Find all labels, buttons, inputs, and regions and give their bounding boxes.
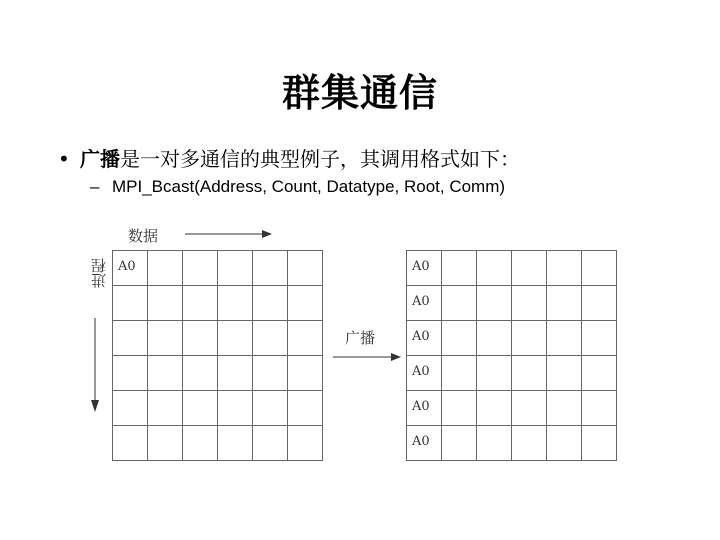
cell-value bbox=[582, 391, 616, 399]
grid-before-broadcast bbox=[112, 250, 323, 461]
cell-value bbox=[183, 356, 217, 364]
grid-cell bbox=[547, 356, 582, 391]
data-direction-arrow bbox=[185, 230, 272, 238]
cell-value bbox=[512, 321, 546, 329]
grid-cell bbox=[148, 251, 183, 286]
grid-cell bbox=[218, 426, 253, 461]
cell-value bbox=[288, 286, 322, 294]
grid-cell bbox=[113, 321, 148, 356]
cell-value bbox=[442, 426, 476, 434]
grid-row bbox=[407, 356, 617, 391]
cell-value bbox=[183, 251, 217, 259]
grid-cell bbox=[288, 286, 323, 321]
grid-cell bbox=[512, 391, 547, 426]
cell-value bbox=[218, 391, 252, 399]
grid-cell bbox=[547, 321, 582, 356]
cell-value bbox=[148, 426, 182, 434]
cell-value bbox=[477, 426, 511, 434]
grid-row bbox=[113, 391, 323, 426]
grid-cell bbox=[477, 251, 512, 286]
cell-value bbox=[148, 286, 182, 294]
slide-title: 群集通信 bbox=[281, 70, 438, 115]
grid-cell bbox=[218, 286, 253, 321]
grid-cell bbox=[253, 251, 288, 286]
cell-value bbox=[512, 286, 546, 294]
cell-value bbox=[582, 251, 616, 259]
grid-cell bbox=[442, 391, 477, 426]
grid-cell bbox=[477, 321, 512, 356]
cell-value bbox=[477, 356, 511, 364]
grid-cell bbox=[113, 286, 148, 321]
grid-cell bbox=[218, 321, 253, 356]
cell-value bbox=[477, 321, 511, 329]
grid-cell bbox=[148, 426, 183, 461]
cell-value bbox=[218, 286, 252, 294]
cell-value: A0 bbox=[412, 364, 430, 379]
grid-cell bbox=[288, 321, 323, 356]
cell-value bbox=[148, 251, 182, 259]
cell-value bbox=[218, 426, 252, 434]
cell-value bbox=[547, 356, 581, 364]
cell-value bbox=[113, 391, 147, 399]
cell-value bbox=[288, 321, 322, 329]
grid-cell bbox=[183, 286, 218, 321]
bcast-signature: MPI_Bcast(Address, Count, Datatype, Root, Comm) bbox=[112, 177, 506, 196]
grid-cell bbox=[582, 391, 617, 426]
cell-value bbox=[512, 251, 546, 259]
grid-cell bbox=[253, 391, 288, 426]
bullet-keyword: 广播 bbox=[80, 147, 120, 171]
cell-value bbox=[582, 286, 616, 294]
cell-value bbox=[148, 321, 182, 329]
grid-cell bbox=[253, 321, 288, 356]
cell-value bbox=[253, 426, 287, 434]
cell-value bbox=[288, 426, 322, 434]
grid-cell bbox=[477, 356, 512, 391]
grid-cell bbox=[547, 426, 582, 461]
cell-value bbox=[442, 356, 476, 364]
cell-value: A0 bbox=[412, 399, 430, 414]
grid-row bbox=[113, 286, 323, 321]
cell-value bbox=[477, 286, 511, 294]
grid-cell bbox=[512, 356, 547, 391]
grid-cell bbox=[582, 251, 617, 286]
cell-value: A0 bbox=[412, 434, 430, 449]
grid-cell bbox=[442, 251, 477, 286]
grid-cell bbox=[407, 251, 442, 286]
cell-value bbox=[288, 391, 322, 399]
grid-row bbox=[407, 426, 617, 461]
cell-value bbox=[253, 321, 287, 329]
grid-cell bbox=[582, 321, 617, 356]
cell-value bbox=[218, 321, 252, 329]
grid-cell bbox=[148, 286, 183, 321]
grid-cell bbox=[288, 426, 323, 461]
cell-value bbox=[547, 391, 581, 399]
cell-value bbox=[183, 391, 217, 399]
cell-value bbox=[218, 251, 252, 259]
grid-row bbox=[113, 426, 323, 461]
grid-cell bbox=[113, 426, 148, 461]
grid-cell bbox=[582, 286, 617, 321]
data-axis-label: 数据 bbox=[128, 227, 159, 245]
cell-value bbox=[582, 321, 616, 329]
cell-value bbox=[442, 321, 476, 329]
grid-cell bbox=[477, 391, 512, 426]
grid-cell bbox=[218, 391, 253, 426]
bullet-marker: • bbox=[58, 147, 70, 171]
grid-cell bbox=[148, 321, 183, 356]
grid-cell bbox=[288, 251, 323, 286]
grid-cell bbox=[512, 251, 547, 286]
grid-cell bbox=[442, 426, 477, 461]
cell-value bbox=[547, 286, 581, 294]
cell-value: A0 bbox=[118, 259, 136, 274]
grid-cell bbox=[148, 356, 183, 391]
cell-value bbox=[183, 321, 217, 329]
grid-cell bbox=[253, 426, 288, 461]
grid-cell bbox=[477, 286, 512, 321]
cell-value bbox=[148, 356, 182, 364]
grid-row bbox=[113, 251, 323, 286]
grid-cell bbox=[113, 391, 148, 426]
grid-cell bbox=[183, 391, 218, 426]
grid-cell bbox=[547, 286, 582, 321]
grid-cell bbox=[442, 356, 477, 391]
cell-value: A0 bbox=[412, 329, 430, 344]
bullet-text: 是一对多通信的典型例子，其调用格式如下： bbox=[120, 147, 520, 171]
cell-value bbox=[477, 251, 511, 259]
cell-value bbox=[512, 391, 546, 399]
cell-value bbox=[183, 426, 217, 434]
grid-cell bbox=[547, 251, 582, 286]
cell-value bbox=[442, 286, 476, 294]
cell-value bbox=[442, 391, 476, 399]
grid-row bbox=[407, 286, 617, 321]
cell-value bbox=[113, 321, 147, 329]
grid-cell bbox=[442, 286, 477, 321]
cell-value bbox=[547, 426, 581, 434]
grid-cell bbox=[582, 356, 617, 391]
grid-cell bbox=[218, 251, 253, 286]
cell-value bbox=[288, 356, 322, 364]
cell-value bbox=[442, 251, 476, 259]
grid-cell bbox=[547, 391, 582, 426]
cell-value bbox=[148, 391, 182, 399]
grid-cell bbox=[512, 426, 547, 461]
grid-cell bbox=[183, 426, 218, 461]
grid-cell bbox=[218, 356, 253, 391]
cell-value bbox=[113, 286, 147, 294]
grid-cell bbox=[512, 286, 547, 321]
grid-cell bbox=[183, 356, 218, 391]
broadcast-arrow bbox=[333, 353, 401, 361]
cell-value bbox=[253, 391, 287, 399]
cell-value bbox=[547, 251, 581, 259]
grid-cell bbox=[407, 286, 442, 321]
cell-value bbox=[113, 426, 147, 434]
cell-value: A0 bbox=[412, 259, 430, 274]
grid-cell bbox=[113, 356, 148, 391]
cell-value bbox=[113, 356, 147, 364]
grid-cell bbox=[512, 321, 547, 356]
cell-value bbox=[547, 321, 581, 329]
grid-row bbox=[407, 321, 617, 356]
grid-cell bbox=[407, 426, 442, 461]
cell-value bbox=[512, 426, 546, 434]
grid-cell bbox=[288, 391, 323, 426]
grid-cell bbox=[253, 286, 288, 321]
grid-after-broadcast bbox=[406, 250, 617, 461]
grid-cell bbox=[183, 251, 218, 286]
grid-cell bbox=[407, 321, 442, 356]
grid-row bbox=[113, 356, 323, 391]
cell-value bbox=[253, 356, 287, 364]
grid-cell bbox=[288, 356, 323, 391]
process-axis-label: 进程 bbox=[90, 258, 108, 288]
grid-cell bbox=[477, 426, 512, 461]
grid-cell bbox=[253, 356, 288, 391]
cell-value bbox=[288, 251, 322, 259]
cell-value bbox=[253, 286, 287, 294]
cell-value bbox=[253, 251, 287, 259]
cell-value bbox=[512, 356, 546, 364]
grid-row bbox=[113, 321, 323, 356]
cell-value bbox=[183, 286, 217, 294]
grid-cell bbox=[442, 321, 477, 356]
grid-row bbox=[407, 251, 617, 286]
grid-cell bbox=[148, 391, 183, 426]
cell-value: A0 bbox=[412, 294, 430, 309]
cell-value bbox=[218, 356, 252, 364]
grid-cell bbox=[582, 426, 617, 461]
grid-cell bbox=[407, 356, 442, 391]
cell-value bbox=[477, 391, 511, 399]
broadcast-label: 广播 bbox=[345, 329, 376, 347]
process-direction-arrow bbox=[91, 318, 99, 412]
sub-bullet-marker: – bbox=[90, 177, 100, 196]
cell-value bbox=[582, 426, 616, 434]
grid-row bbox=[407, 391, 617, 426]
cell-value bbox=[582, 356, 616, 364]
grid-cell bbox=[113, 251, 148, 286]
grid-cell bbox=[407, 391, 442, 426]
grid-cell bbox=[183, 321, 218, 356]
